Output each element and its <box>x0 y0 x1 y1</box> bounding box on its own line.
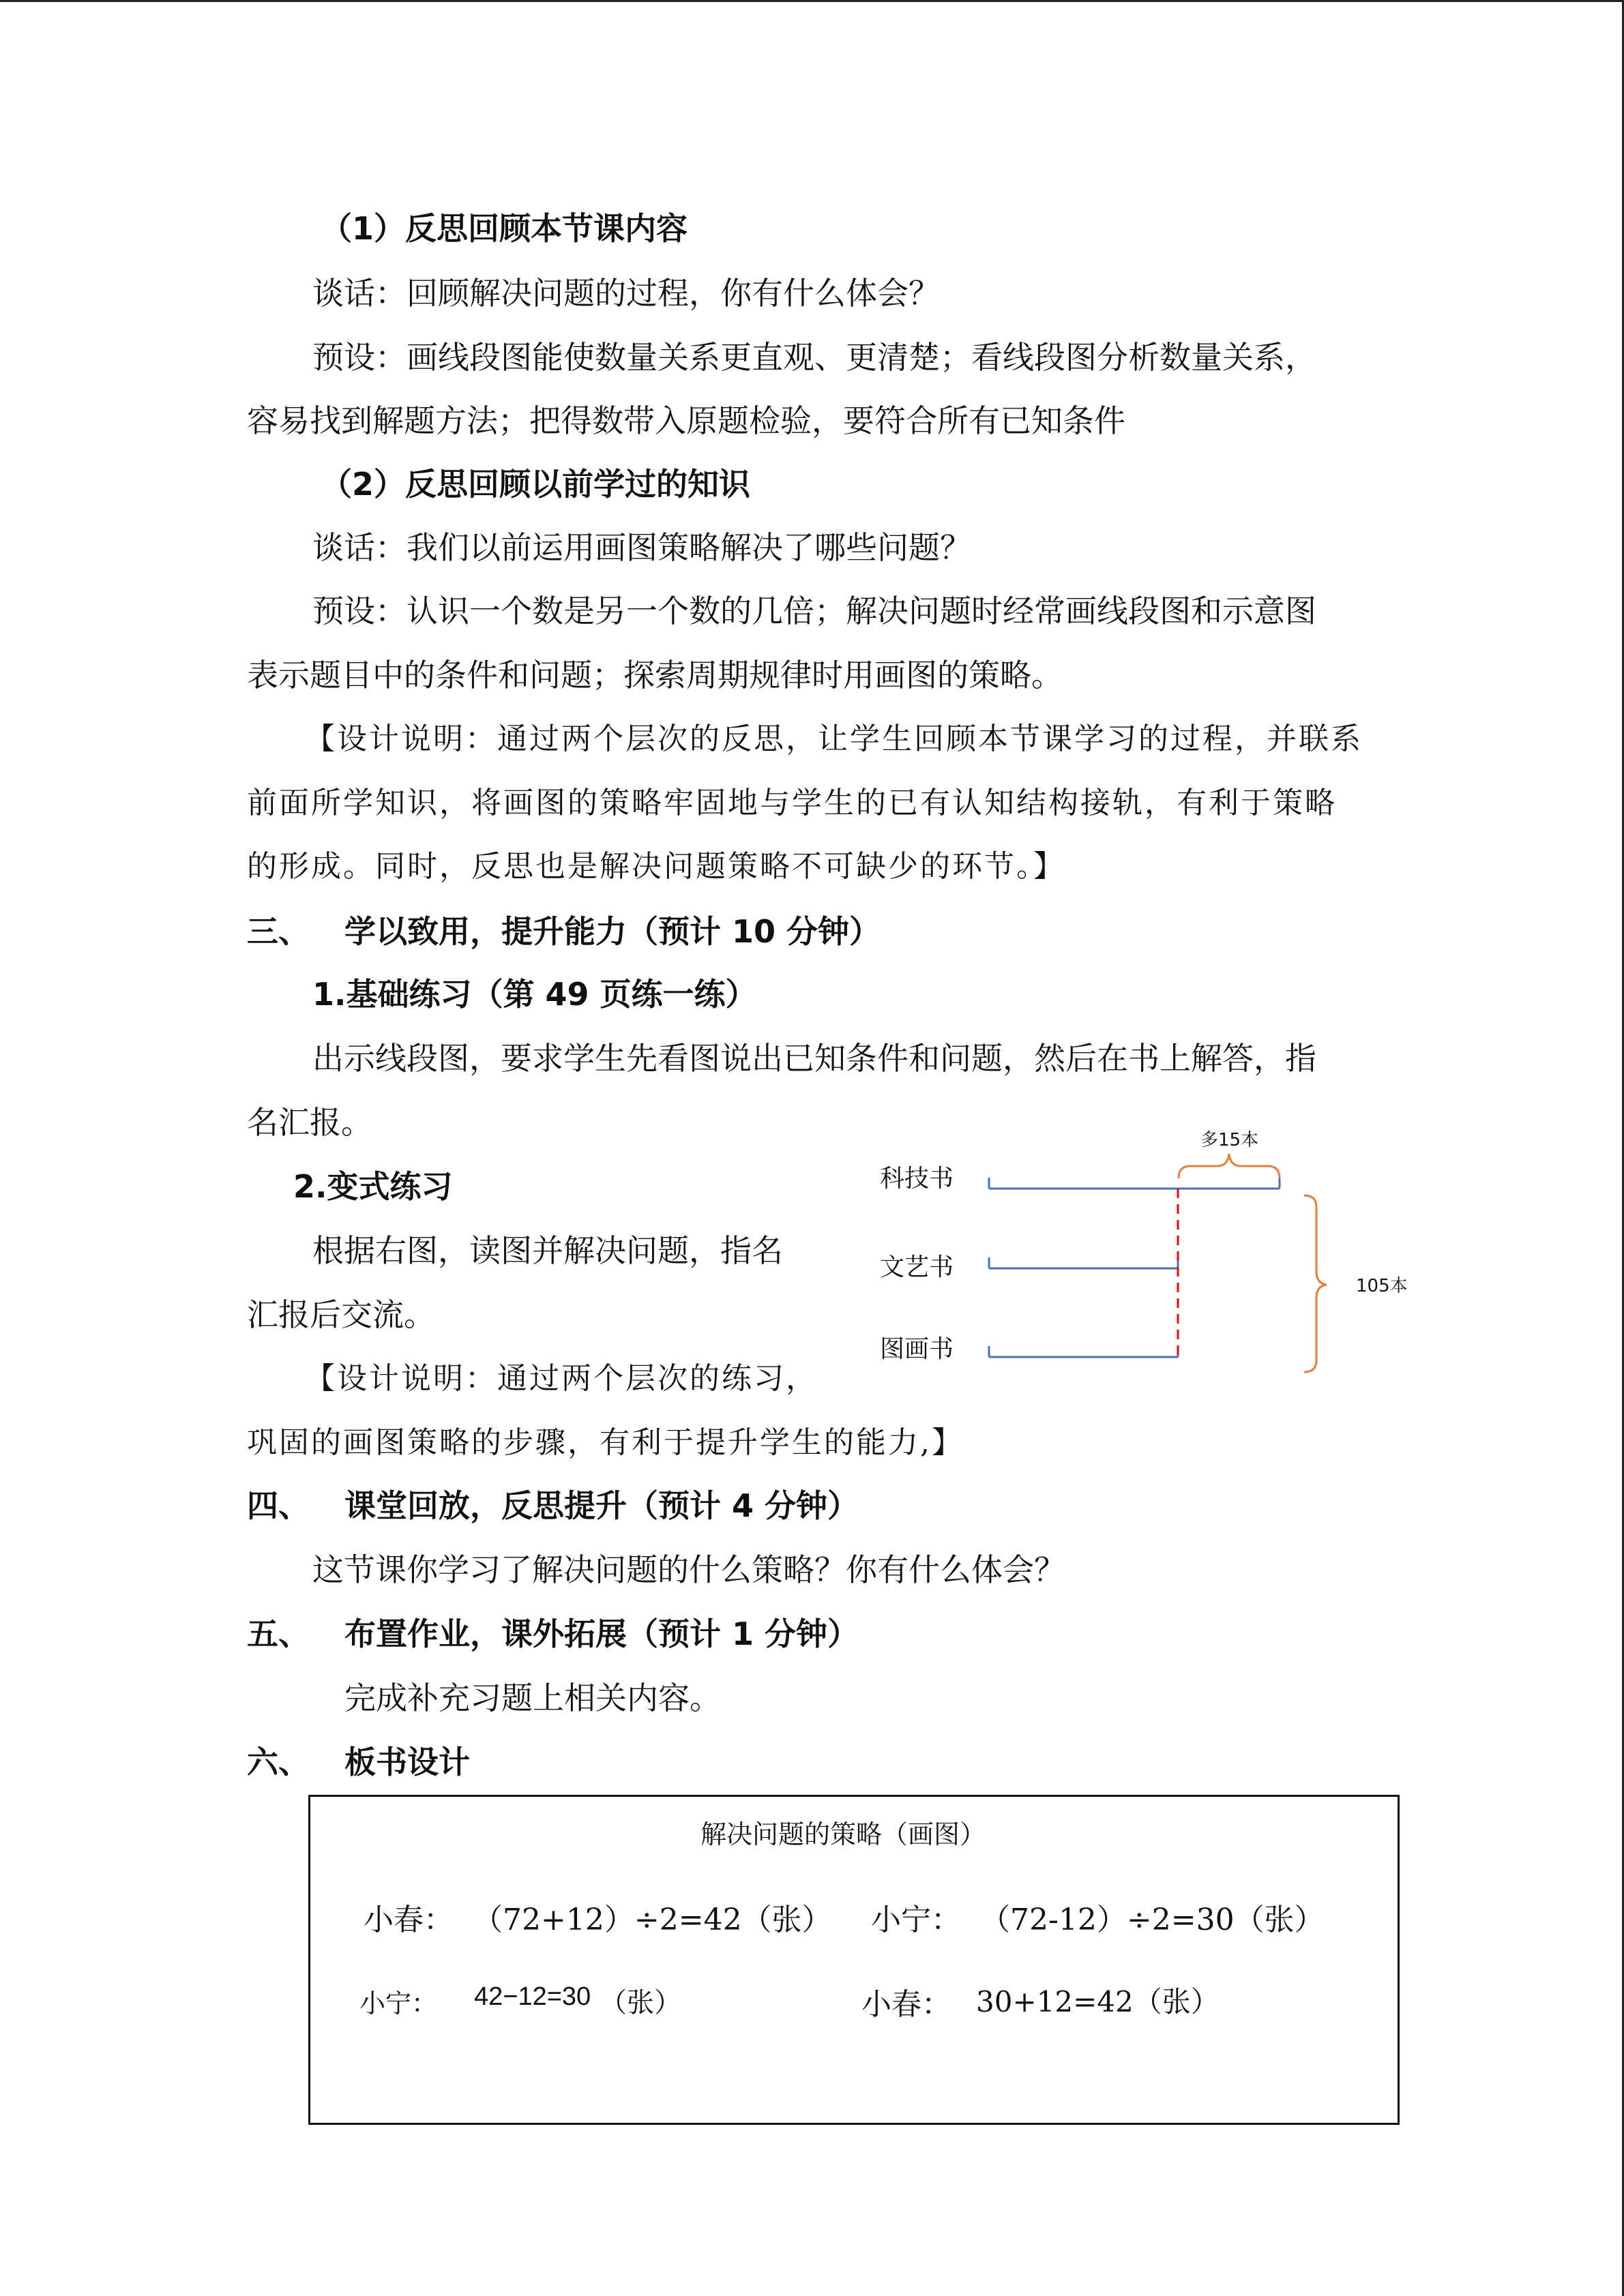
extra-label: 多15本 <box>1200 1130 1259 1150</box>
preset-paragraph-2-line-2: 表示题目中的条件和问题；探索周期规律时用画图的策略。 <box>247 657 1063 694</box>
practice-2-line-1: 根据右图，读图并解决问题，指名 <box>312 1232 783 1269</box>
board-row1-left-name: 小春： <box>364 1903 454 1937</box>
heading-6-text: 板书设计 <box>344 1744 470 1780</box>
page-border-top <box>0 0 1624 2</box>
heading-5-body: 完成补充习题上相关内容。 <box>344 1680 721 1716</box>
preset-paragraph-2-line-1: 预设：认识一个数是另一个数的几倍；解决问题时经常画线段图和示意图 <box>312 593 1316 629</box>
subsection-title-2: （2）反思回顾以前学过的知识 <box>321 466 751 503</box>
talk-paragraph-1: 谈话：回顾解决问题的过程，你有什么体会？ <box>312 275 940 312</box>
heading-3-number: 三、 <box>247 913 310 950</box>
heading-4-text: 课堂回放，反思提升（预计 4 分钟） <box>344 1487 859 1524</box>
design-note-2-line-1: 【设计说明：通过两个层次的练习， <box>305 1361 818 1396</box>
heading-5-text: 布置作业，课外拓展（预计 1 分钟） <box>344 1615 859 1652</box>
design-note-2-line-2: 巩固的画图策略的步骤，有利于提升学生的能力,】 <box>247 1425 964 1460</box>
board-title: 解决问题的策略（画图） <box>700 1819 986 1849</box>
label-picture-books: 图画书 <box>880 1335 954 1363</box>
line-segment-diagram <box>846 1125 1446 1384</box>
practice-1-line-1: 出示线段图，要求学生先看图说出已知条件和问题，然后在书上解答，指 <box>312 1040 1316 1077</box>
board-row1-right-formula: （72-12）÷2=30（张） <box>980 1903 1325 1937</box>
board-row2-left-name: 小宁： <box>359 1988 438 2018</box>
preset-paragraph-1-line-2: 容易找到解题方法；把得数带入原题检验，要符合所有已知条件 <box>247 402 1125 439</box>
heading-5-number: 五、 <box>247 1615 310 1652</box>
heading-3-text: 学以致用，提升能力（预计 10 分钟） <box>344 913 881 950</box>
board-row2-left-formula: 42−12=30 <box>474 1982 591 2011</box>
label-science-books: 科技书 <box>880 1165 954 1193</box>
design-note-1-line-1: 【设计说明：通过两个层次的反思，让学生回顾本节课学习的过程，并联系 <box>305 721 1363 756</box>
heading-4-body: 这节课你学习了解决问题的什么策略？你有什么体会？ <box>312 1551 1065 1588</box>
design-note-1-line-3: 的形成。同时，反思也是解决问题策略不可缺少的环节。】 <box>247 849 1065 884</box>
talk-paragraph-2: 谈话：我们以前运用画图策略解决了哪些问题？ <box>312 529 971 566</box>
total-label: 105本 <box>1356 1276 1408 1296</box>
design-note-1-line-2: 前面所学知识，将画图的策略牢固地与学生的已有认知结构接轨，有利于策略 <box>247 786 1337 820</box>
heading-4-number: 四、 <box>247 1487 310 1524</box>
practice-1-title: 1.基础练习（第 49 页练一练） <box>312 976 757 1013</box>
board-row2-right-name: 小春： <box>861 1987 951 2022</box>
preset-paragraph-1-line-1: 预设：画线段图能使数量关系更直观、更清楚；看线段图分析数量关系， <box>312 339 1316 376</box>
practice-2-title: 2.变式练习 <box>293 1168 453 1205</box>
label-art-books: 文艺书 <box>880 1253 954 1281</box>
board-row2-left-unit: （张） <box>600 1987 681 2018</box>
subsection-title-1: （1）反思回顾本节课内容 <box>321 210 688 247</box>
total-brace <box>1304 1195 1327 1372</box>
board-row1-right-name: 小宁： <box>871 1903 961 1937</box>
blackboard-design-box <box>308 1795 1400 2125</box>
extra-brace <box>1179 1154 1280 1178</box>
board-row2-right-formula: 30+12=42（张） <box>976 1985 1220 2018</box>
practice-2-line-2: 汇报后交流。 <box>247 1296 435 1333</box>
heading-6-number: 六、 <box>247 1744 310 1780</box>
board-row1-left-formula: （72+12）÷2=42（张） <box>473 1903 832 1937</box>
practice-1-line-2: 名汇报。 <box>247 1104 372 1141</box>
